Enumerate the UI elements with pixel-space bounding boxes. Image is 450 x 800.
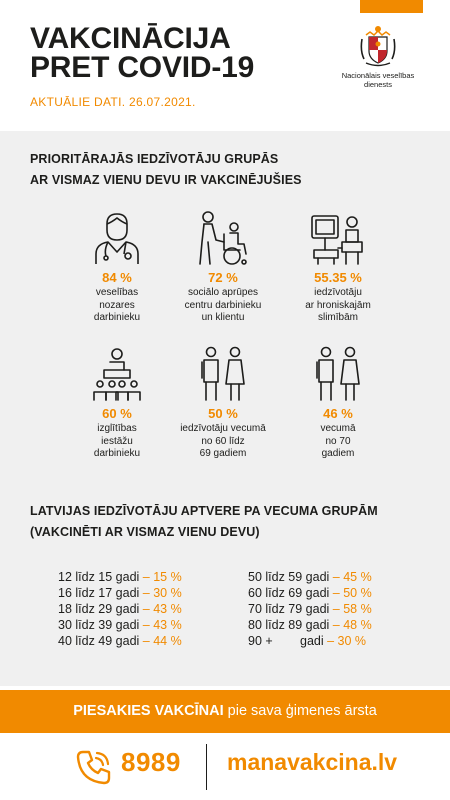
list-item: 30 līdz 39 gadi – 43 % — [58, 618, 182, 632]
group-description: vecumā no 70 gadiem — [320, 423, 356, 459]
group-description: sociālo aprūpes centru darbinieku un klientu — [184, 287, 262, 323]
list-item: 12 līdz 15 gadi – 15 % — [58, 570, 182, 584]
medical-equipment-icon — [308, 210, 368, 266]
divider — [206, 744, 207, 790]
signup-banner: PIESAKIES VAKCĪNAI pie sava ģimenes ārsta — [0, 690, 450, 733]
group-percent: 46 % — [323, 406, 353, 421]
group-description: iedzīvotāju vecumā no 60 līdz 69 gadiem — [180, 423, 266, 459]
group-percent: 72 % — [208, 270, 238, 285]
list-item: 60 līdz 69 gadi – 50 % — [248, 586, 372, 600]
data-date: AKTUĀLIE DATI. 26.07.2021. — [30, 95, 196, 109]
group-chronic-illness — [278, 210, 398, 325]
list-item: 40 līdz 49 gadi – 44 % — [58, 634, 182, 648]
group-education-workers — [57, 346, 177, 461]
contact-bar — [0, 733, 450, 800]
group-description: veselības nozares darbinieku — [93, 287, 141, 323]
list-item: 80 līdz 89 gadi – 48 % — [248, 618, 372, 632]
group-age-70-plus — [278, 346, 398, 461]
group-health-workers — [57, 210, 177, 325]
list-item: 50 līdz 59 gadi – 45 % — [248, 570, 372, 584]
coat-of-arms-icon — [358, 25, 398, 69]
teacher-classroom-icon — [90, 346, 144, 402]
elderly-couple-icon — [311, 346, 365, 402]
group-percent: 50 % — [208, 406, 238, 421]
nvd-logo — [328, 25, 428, 89]
elderly-couple-icon — [196, 346, 250, 402]
age-section-title: LATVIJAS IEDZĪVOTĀJU APTVERE PA VECUMA GRUPĀM (VAKCINĒTI AR VISMAZ VIENU DEVU) — [30, 504, 378, 539]
website-link[interactable]: manavakcina.lv — [227, 749, 398, 775]
caregiver-wheelchair-icon — [194, 210, 252, 266]
age-list-right — [248, 569, 372, 649]
list-item: 90 + gadi – 30 % — [248, 634, 367, 648]
page-title — [30, 24, 254, 82]
group-percent: 55.35 % — [314, 270, 362, 285]
doctor-icon — [90, 210, 144, 266]
list-item: 70 līdz 79 gadi – 58 % — [248, 602, 372, 616]
group-percent: 60 % — [102, 406, 132, 421]
logo-text: Nacionālais veselības dienests — [341, 71, 415, 89]
group-age-60-69 — [163, 346, 283, 461]
title-line-1: VAKCINĀCIJA — [30, 22, 231, 55]
priority-section-title: PRIORITĀRAJĀS IEDZĪVOTĀJU GRUPĀS AR VISMAZ VIENU DEVU IR VAKCINĒJUŠIES — [30, 152, 302, 187]
top-accent-bar — [360, 0, 423, 13]
title-line-2: PRET COVID-19 — [30, 51, 255, 84]
list-item: 18 līdz 29 gadi – 43 % — [58, 602, 182, 616]
age-list-left — [58, 569, 182, 649]
group-description: iedzīvotāju ar hroniskajām slimībām — [305, 287, 371, 323]
list-item: 16 līdz 17 gadi – 30 % — [58, 586, 182, 600]
phone-number[interactable]: 8989 — [121, 747, 181, 777]
group-social-care — [163, 210, 283, 325]
group-description: izglītības iestāžu darbinieku — [93, 423, 141, 459]
group-percent: 84 % — [102, 270, 132, 285]
phone-icon — [74, 747, 114, 787]
content-panel — [0, 131, 450, 686]
